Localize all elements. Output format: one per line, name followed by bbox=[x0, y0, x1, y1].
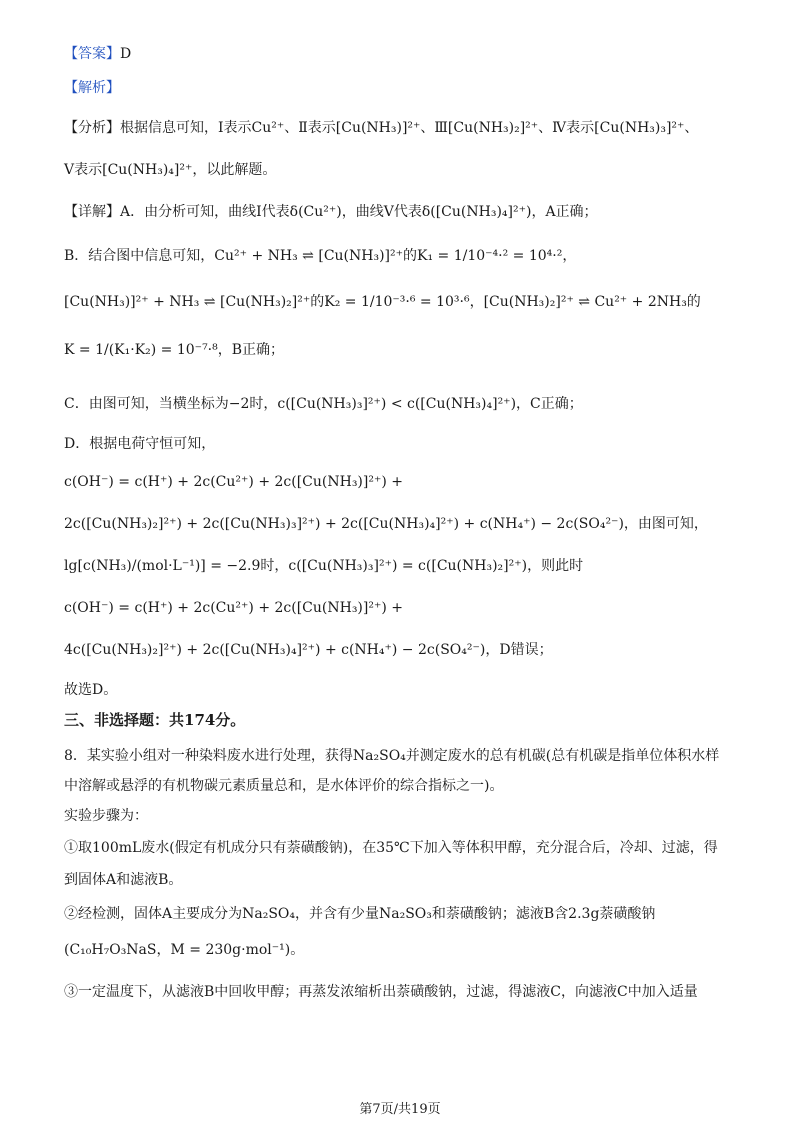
analysis-label: 【解析】 bbox=[64, 80, 120, 96]
text-line-4: B．结合图中信息可知，Cu²⁺ + NH₃ ⇌ [Cu(NH₃)]²⁺的K₁ = 1/10⁻⁴·² = 10⁴·²， bbox=[64, 248, 577, 264]
text-line-20: 到固体A和滤液B。 bbox=[64, 872, 183, 888]
text-line-2: Ⅴ表示[Cu(NH₃)₄]²⁺，以此解题。 bbox=[64, 162, 277, 178]
text-line-8: D．根据电荷守恒可知， bbox=[64, 436, 216, 452]
page-footer: 第7页/共19页 bbox=[359, 1102, 441, 1117]
text-line-1: 【分析】根据信息可知，Ⅰ表示Cu²⁺、Ⅱ表示[Cu(NH₃)]²⁺、Ⅲ[Cu(NH₃)₂]²⁺、Ⅳ表示[Cu(NH₃)₃]²⁺、 bbox=[64, 120, 699, 136]
answer-line bbox=[64, 44, 131, 64]
text-line-7: C．由图可知，当横坐标为−2时，c([Cu(NH₃)₃]²⁺) < c([Cu(NH₃)₄]²⁺)，C正确； bbox=[64, 396, 583, 412]
text-line-5: [Cu(NH₃)]²⁺ + NH₃ ⇌ [Cu(NH₃)₂]²⁺的K₂ = 1/10⁻³·⁶ = 10³·⁶，[Cu(NH₃)₂]²⁺ ⇌ Cu²⁺ + 2NH₃的 bbox=[64, 294, 701, 310]
text-line-21: ②经检测，固体A主要成分为Na₂SO₄，并含有少量Na₂SO₃和萘磺酸钠；滤液B含2.3g萘磺酸钠 bbox=[64, 906, 656, 922]
text-line-10: 2c([Cu(NH₃)₂]²⁺) + 2c([Cu(NH₃)₃]²⁺) + 2c([Cu(NH₃)₄]²⁺) + c(NH₄⁺) − 2c(SO₄²⁻)，由图可知， bbox=[64, 516, 708, 532]
text-line-11: lg[c(NH₃)/(mol·L⁻¹)] = −2.9时，c([Cu(NH₃)₃]²⁺) = c([Cu(NH₃)₂]²⁺)，则此时 bbox=[64, 558, 584, 574]
text-line-16: 8．某实验小组对一种染料废水进行处理，获得Na₂SO₄并测定废水的总有机碳(总有机碳是指单位体积水样 bbox=[64, 748, 720, 764]
answer-value: D bbox=[120, 46, 132, 62]
text-line-9: c(OH⁻) = c(H⁺) + 2c(Cu²⁺) + 2c([Cu(NH₃)]²⁺) + bbox=[64, 474, 404, 490]
text-line-22: (C₁₀H₇O₃NaS，M = 230g·mol⁻¹)。 bbox=[64, 942, 305, 958]
text-line-18: 实验步骤为： bbox=[64, 808, 148, 824]
text-line-17: 中溶解或悬浮的有机物碳元素质量总和，是水体评价的综合指标之一)。 bbox=[64, 778, 504, 794]
section-heading: 三、非选择题：共174分。 bbox=[64, 711, 246, 729]
text-line-19: ①取100mL废水(假定有机成分只有萘磺酸钠)，在35℃下加入等体积甲醇，充分混合后，冷却、过滤，得 bbox=[64, 840, 718, 856]
text-line-13: 4c([Cu(NH₃)₂]²⁺) + 2c([Cu(NH₃)₄]²⁺) + c(NH₄⁺) − 2c(SO₄²⁻)，D错误； bbox=[64, 642, 553, 658]
text-line-14: 故选D。 bbox=[64, 682, 118, 698]
text-line-23: ③一定温度下，从滤液B中回收甲醇；再蒸发浓缩析出萘磺酸钠，过滤，得滤液C，向滤液C中加入适量 bbox=[64, 984, 698, 1000]
answer-label: 【答案】 bbox=[64, 46, 120, 62]
text-line-6: K = 1/(K₁·K₂) = 10⁻⁷·⁸，B正确； bbox=[64, 342, 285, 358]
text-line-3: 【详解】A．由分析可知，曲线Ⅰ代表δ(Cu²⁺)，曲线Ⅴ代表δ([Cu(NH₃)₄]²⁺)，A正确； bbox=[64, 204, 598, 220]
text-line-12: c(OH⁻) = c(H⁺) + 2c(Cu²⁺) + 2c([Cu(NH₃)]²⁺) + bbox=[64, 600, 404, 616]
